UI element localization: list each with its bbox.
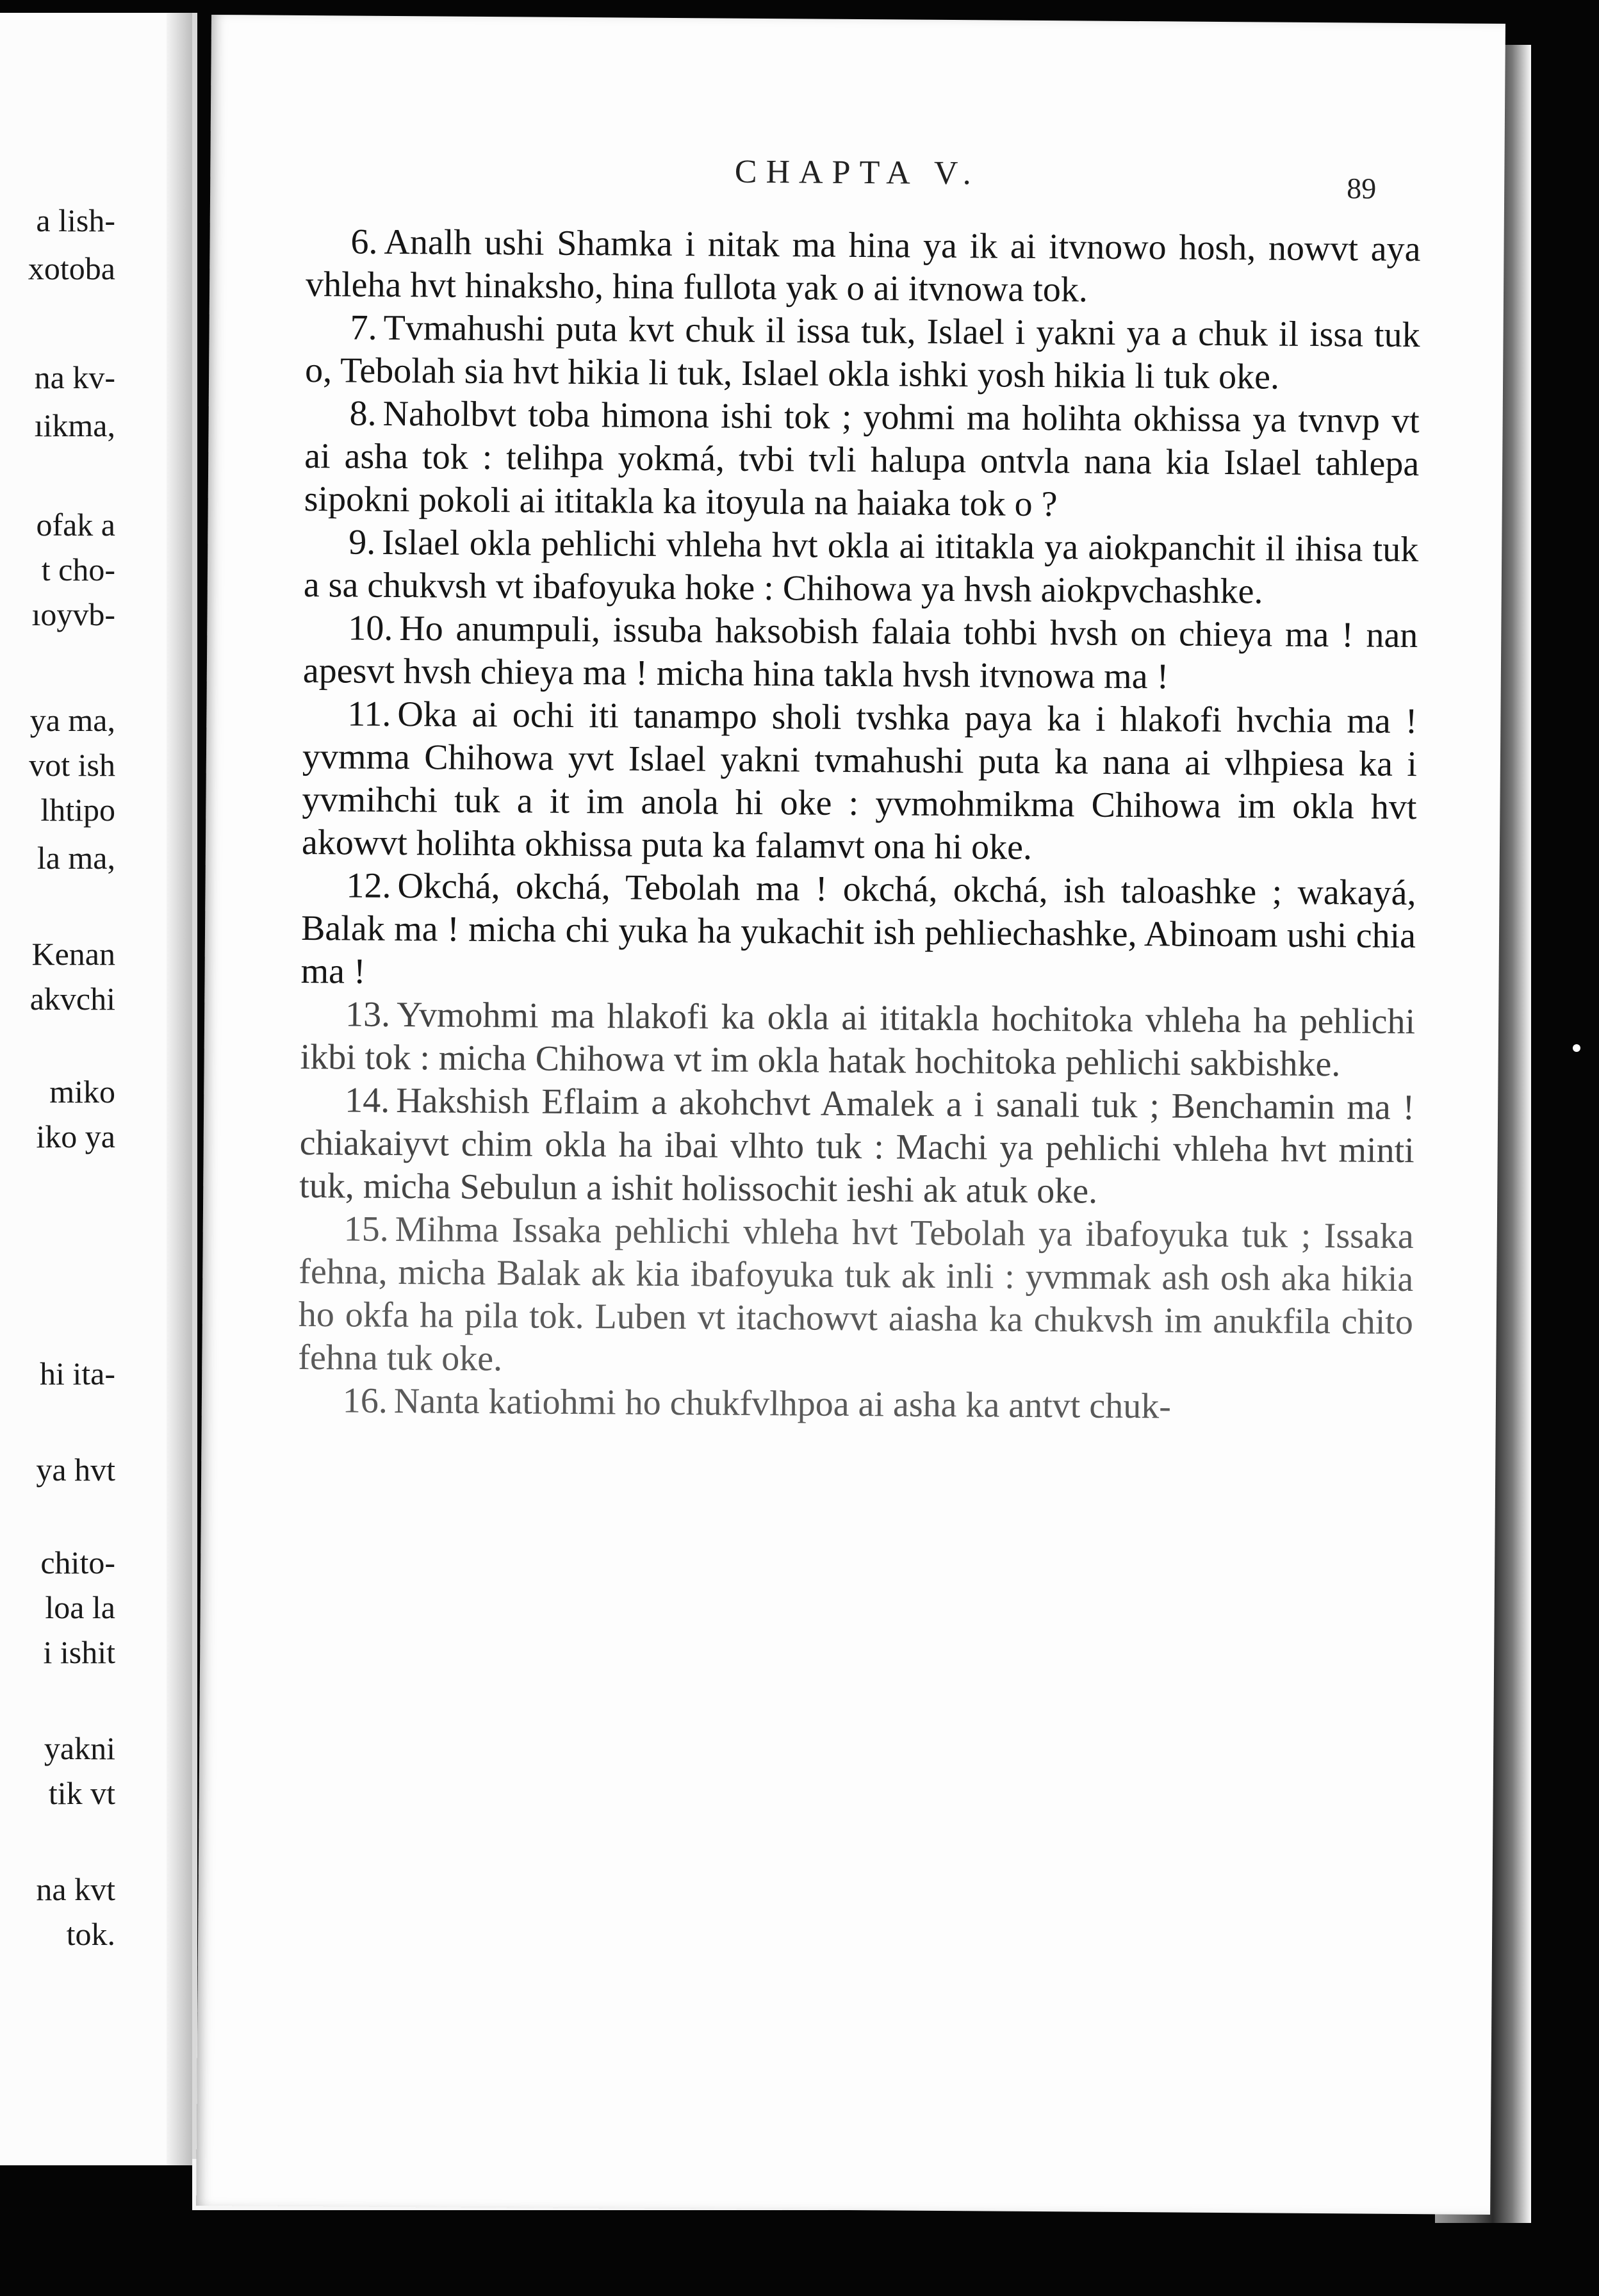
verse-number: 15. <box>343 1209 390 1249</box>
verse-text: Nanta katiohmi ho chukfvlhpoa ai asha ka antvt chuk- <box>393 1381 1172 1427</box>
left-fragment: i ishit <box>43 1634 115 1670</box>
left-fragment: ıoyvb- <box>31 596 115 632</box>
left-fragment: xotoba <box>28 250 115 286</box>
left-fragment: vot ish <box>29 747 115 783</box>
verse-number: 13. <box>345 994 391 1035</box>
verse-text: Hakshish Eflaim a akohchvt Amalek a i sanali tuk ; Benchamin ma ! chiakaiyvt chim okla ha ibai vlhto tuk : Machi ya pehlichi vhleha hvt minti tuk, micha Sebulun a ishit holissochit ieshi ak atuk oke. <box>299 1081 1415 1211</box>
left-fragment: na kvt <box>36 1871 115 1907</box>
left-fragment: yakni <box>44 1730 115 1766</box>
page-number: 89 <box>1346 172 1377 205</box>
left-fragment: chito- <box>40 1545 115 1580</box>
verse-text: Naholbvt toba himona ishi tok ; yohmi ma holihta okhissa ya tvnvp vt ai asha tok : telihpa yokmá, tvbi tvli halupa ontvla nana kia Islael tahlepa sipokni pokoli ai ititakla ka itoyula na haiaka tok o ? <box>304 393 1420 525</box>
left-fragment: na kv- <box>34 359 115 395</box>
verse-number: 14. <box>344 1080 390 1120</box>
verse-text: Okchá, okchá, Tebolah ma ! okchá, okchá, ish taloashke ; wakayá, Balak ma ! micha chi yuka ha yukachit ish pehliechashke, Abinoam ushi chia ma ! <box>300 866 1416 992</box>
verse-number: 7. <box>350 308 377 348</box>
left-fragment: iko ya <box>36 1119 115 1154</box>
main-page <box>196 15 1505 2215</box>
verse-text: Ho anumpuli, issuba haksobish falaia tohbi hvsh on chieya ma ! nan apesvt hvsh chieya ma ! micha hina takla hvsh itvnowa ma ! <box>302 609 1418 697</box>
left-fragment: tok. <box>66 1916 115 1952</box>
left-fragment: ıikma, <box>34 407 115 443</box>
verse-number: 10. <box>348 608 393 648</box>
verse-12 <box>300 864 1416 1001</box>
verse-number: 8. <box>349 393 377 434</box>
verse-7 <box>305 306 1420 400</box>
verse-13 <box>300 993 1415 1086</box>
verse-text: Islael okla pehlichi vhleha hvt okla ai ititakla ya aiokpanchit il ihisa tuk a sa chukvsh vt ibafoyuka hoke : Chihowa ya hvsh aiokpvchashke. <box>303 522 1419 612</box>
left-fragment: ofak a <box>36 507 115 543</box>
left-fragment: ya hvt <box>36 1452 115 1488</box>
running-head: CHAPTA V. <box>734 153 980 192</box>
left-fragment: t cho- <box>41 552 115 587</box>
left-fragment: tik vt <box>48 1775 115 1811</box>
verse-number: 16. <box>342 1381 388 1421</box>
verse-text: Yvmohmi ma hlakofi ka okla ai ititakla hochitoka vhleha ha pehlichi ikbi tok : micha Chihowa vt im okla hatak hochitoka pehlichi sakbishke. <box>300 995 1416 1085</box>
page-gutter <box>167 13 192 2165</box>
verse-10 <box>303 607 1418 700</box>
verse-6 <box>306 220 1421 314</box>
verse-number: 6. <box>350 222 378 262</box>
verse-text: Analh ushi Shamka i nitak ma hina ya ik ai itvnowo hosh, nowvt aya vhleha hvt hinaksho, hina fullota yak o ai itvnowa tok. <box>305 222 1421 310</box>
verse-14 <box>299 1079 1414 1215</box>
left-fragment: a lish- <box>36 202 115 238</box>
left-fragment: hi ita- <box>39 1356 115 1391</box>
left-fragment: Kenan <box>31 936 115 972</box>
left-fragment: la ma, <box>37 840 115 876</box>
scan-speck <box>1573 1044 1580 1052</box>
left-fragment: loa la <box>45 1589 115 1625</box>
verse-text-block <box>298 220 1421 1430</box>
verse-16 <box>298 1379 1413 1430</box>
left-fragment: akvchi <box>29 981 115 1017</box>
verse-number: 11. <box>347 694 391 734</box>
verse-text: Tvmahushi puta kvt chuk il issa tuk, Islael i yakni ya a chuk il issa tuk o, Tebolah sia hvt hikia li tuk, Islael okla ishki yosh hikia li tuk oke. <box>304 308 1420 397</box>
verse-number: 12. <box>346 865 391 906</box>
verse-text: Mihma Issaka pehlichi vhleha hvt Tebolah ya ibafoyuka tuk ; Issaka fehna, micha Balak ak kia ibafoyuka tuk ak inli : yvmmak ash osh aka hikia ho okfa ha pila tok. Luben vt itachowvt aiasha ka chukvsh im anukfila chito fehna tuk oke. <box>298 1209 1414 1379</box>
verse-text: Oka ai ochi iti tanampo sholi tvshka paya ka i hlakofi hvchia ma ! yvmma Chihowa yvt Islael yakni tvmahushi puta ka nana ai vlhpiesa ka i yvmihchi tuk a it im anola hi oke : yvmohmikma Chihowa im okla hvt akowvt holihta okhissa puta ka falamvt ona hi oke. <box>301 694 1418 867</box>
verse-number: 9. <box>348 522 376 562</box>
verse-11 <box>302 693 1418 872</box>
left-fragment: lhtipo <box>40 792 115 828</box>
verse-15 <box>298 1208 1414 1387</box>
left-fragment: miko <box>49 1074 115 1110</box>
verse-8 <box>304 392 1420 529</box>
left-fragment: ya ma, <box>29 702 115 738</box>
left-facing-page <box>0 13 197 2165</box>
verse-9 <box>304 521 1419 614</box>
